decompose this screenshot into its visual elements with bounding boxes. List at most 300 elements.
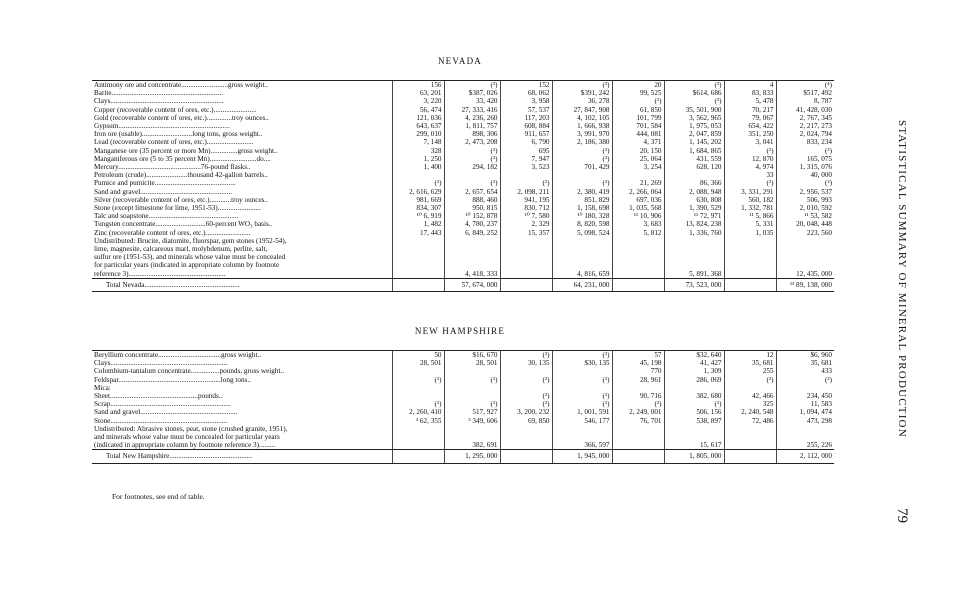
- cell-value: 117, 203: [500, 114, 552, 122]
- cell-value: 41, 428, 030: [776, 106, 834, 114]
- cell-value: (²): [500, 400, 552, 408]
- cell-value: (²): [776, 147, 834, 155]
- cell-value: 3, 562, 965: [664, 114, 724, 122]
- running-head: [896, 120, 916, 500]
- table-row: [92, 81, 834, 90]
- cell-value: 68, 062: [500, 89, 552, 97]
- cell-value: [444, 261, 500, 269]
- cell-value: 1, 811, 757: [444, 122, 500, 130]
- cell-value: 40, 000: [776, 171, 834, 179]
- undistributed-label: and minerals whose value must be concealed for particular years: [94, 433, 280, 442]
- cell-value: [724, 270, 776, 279]
- cell-value: $517, 492: [776, 89, 834, 97]
- cell-value: [612, 253, 664, 261]
- cell-value: [612, 441, 664, 450]
- table-row: [92, 171, 834, 179]
- cell-value: [444, 425, 500, 433]
- undistributed-row: [92, 237, 834, 245]
- cell-value: 3, 523: [500, 163, 552, 171]
- cell-value: 5, 331: [724, 220, 776, 228]
- cell-value: 2, 240, 548: [724, 408, 776, 416]
- cell-value: (²): [552, 147, 612, 155]
- cell-value: 517, 927: [444, 408, 500, 416]
- table-row: [92, 89, 834, 97]
- cell-value: [444, 392, 500, 400]
- cell-value: [664, 237, 724, 245]
- cell-value: (²): [444, 155, 500, 163]
- cell-value: [612, 433, 664, 441]
- cell-value: [500, 367, 552, 375]
- cell-value: [612, 384, 664, 392]
- cell-value: ¹¹ 5, 866: [724, 212, 776, 220]
- row-label: Pumice and pumicite.............................................: [94, 179, 236, 188]
- running-head-text: STATISTICAL SUMMARY OF MINERAL PRODUCTION: [896, 120, 908, 438]
- cell-value: 99, 525: [612, 89, 664, 97]
- cell-value: 165, 075: [776, 155, 834, 163]
- cell-value: [500, 441, 552, 450]
- cell-value: ¹⁰ 180, 328: [552, 212, 612, 220]
- cell-value: 45, 198: [612, 359, 664, 367]
- cell-value: [392, 245, 444, 253]
- cell-value: 76, 701: [612, 417, 664, 425]
- cell-value: [776, 253, 834, 261]
- row-label: Manganese ore (35 percent or more Mn)...............gross weight..: [94, 146, 278, 155]
- undistributed-label: Undistributed: Abrasive stones, peat, stone (crushed granite, 1951),: [94, 424, 288, 433]
- total-value: 73, 523, 000: [664, 278, 724, 291]
- table-row: [92, 147, 834, 155]
- total-value: ¹² 89, 138, 000: [776, 278, 834, 291]
- cell-value: 1, 309: [664, 367, 724, 375]
- cell-value: 4: [724, 81, 776, 90]
- new-hampshire-table: [92, 350, 834, 464]
- row-label: Petroleum (crude).......................thousand 42-gallon barrels..: [94, 171, 268, 180]
- cell-value: $32, 640: [664, 351, 724, 360]
- cell-value: 2, 380, 419: [552, 188, 612, 196]
- cell-value: ¹⁰ 6, 919: [392, 212, 444, 220]
- cell-value: [444, 384, 500, 392]
- cell-value: [664, 425, 724, 433]
- cell-value: 15, 357: [500, 229, 552, 237]
- total-value: 1, 945, 000: [552, 450, 612, 463]
- cell-value: 33: [724, 171, 776, 179]
- cell-value: 25, 064: [612, 155, 664, 163]
- total-value: [392, 450, 444, 463]
- cell-value: 2, 266, 064: [612, 188, 664, 196]
- cell-value: [724, 425, 776, 433]
- cell-value: 654, 422: [724, 122, 776, 130]
- cell-value: [500, 245, 552, 253]
- cell-value: 431, 559: [664, 155, 724, 163]
- total-label: Total New Hampshire..............................................: [92, 450, 392, 463]
- cell-value: 12, 870: [724, 155, 776, 163]
- cell-value: [776, 237, 834, 245]
- cell-value: 628, 120: [664, 163, 724, 171]
- cell-value: 21, 269: [612, 179, 664, 187]
- cell-value: [500, 433, 552, 441]
- row-label: Gold (recoverable content of ores, etc.)..............troy ounces..: [94, 113, 269, 122]
- cell-value: ¹¹ 10, 906: [612, 212, 664, 220]
- cell-value: [444, 367, 500, 375]
- cell-value: [612, 261, 664, 269]
- cell-value: 69, 850: [500, 417, 552, 425]
- undistributed-row: [92, 441, 834, 450]
- row-label: Sand and gravel...................................................: [94, 187, 232, 196]
- cell-value: 2, 217, 273: [776, 122, 834, 130]
- table-row: [92, 122, 834, 130]
- cell-value: (²): [444, 400, 500, 408]
- cell-value: [776, 433, 834, 441]
- cell-value: (²): [776, 179, 834, 187]
- cell-value: 1, 250: [392, 155, 444, 163]
- cell-value: (²): [552, 155, 612, 163]
- cell-value: (²): [552, 179, 612, 187]
- cell-value: (²): [552, 376, 612, 384]
- cell-value: [444, 245, 500, 253]
- row-label: Antimony ore and concentrate..........................gross weight..: [92, 81, 392, 90]
- cell-value: 1, 145, 202: [664, 138, 724, 146]
- cell-value: 2, 088, 948: [664, 188, 724, 196]
- cell-value: ³ 62, 355: [392, 417, 444, 425]
- cell-value: (²): [444, 179, 500, 187]
- cell-value: [500, 237, 552, 245]
- cell-value: 981, 669: [392, 196, 444, 204]
- cell-value: [552, 425, 612, 433]
- cell-value: 1, 684, 865: [664, 147, 724, 155]
- cell-value: 6, 790: [500, 138, 552, 146]
- cell-value: [724, 237, 776, 245]
- cell-value: [552, 253, 612, 261]
- cell-value: 560, 182: [724, 196, 776, 204]
- cell-value: [552, 367, 612, 375]
- cell-value: 608, 884: [500, 122, 552, 130]
- section-title-new-hampshire: NEW HAMPSHIRE: [414, 326, 506, 336]
- cell-value: (²): [444, 81, 500, 90]
- table-row: [92, 212, 834, 220]
- table-row: [92, 384, 834, 392]
- cell-value: 506, 156: [664, 408, 724, 416]
- table-row: [92, 188, 834, 196]
- cell-value: 28, 501: [392, 359, 444, 367]
- undistributed-label: for particular years (indicated in appropriate column by footnote: [94, 261, 280, 270]
- cell-value: [552, 237, 612, 245]
- cell-value: 1, 332, 781: [724, 204, 776, 212]
- cell-value: (²): [776, 376, 834, 384]
- cell-value: 121, 036: [392, 114, 444, 122]
- total-value: [500, 450, 552, 463]
- total-row: [92, 450, 834, 463]
- cell-value: 701, 584: [612, 122, 664, 130]
- cell-value: [612, 171, 664, 179]
- total-value: [724, 278, 776, 291]
- cell-value: [392, 270, 444, 279]
- table-row: [92, 417, 834, 425]
- cell-value: 851, 829: [552, 196, 612, 204]
- cell-value: 152: [500, 81, 552, 90]
- cell-value: 156: [392, 81, 444, 90]
- cell-value: 72, 486: [724, 417, 776, 425]
- cell-value: 2, 186, 380: [552, 138, 612, 146]
- cell-value: [392, 425, 444, 433]
- row-label: Iron ore (usable)............................long tons, gross weight..: [94, 130, 263, 139]
- cell-value: 695: [500, 147, 552, 155]
- cell-value: [444, 237, 500, 245]
- cell-value: 941, 195: [500, 196, 552, 204]
- total-value: [500, 278, 552, 291]
- cell-value: 27, 847, 908: [552, 106, 612, 114]
- cell-value: 4, 418, 333: [444, 270, 500, 279]
- cell-value: (²): [552, 400, 612, 408]
- cell-value: 3, 991, 970: [552, 130, 612, 138]
- cell-value: 3, 220: [392, 97, 444, 105]
- cell-value: 101, 799: [612, 114, 664, 122]
- cell-value: [664, 433, 724, 441]
- cell-value: (²): [444, 376, 500, 384]
- cell-value: ¹⁰ 7, 580: [500, 212, 552, 220]
- cell-value: (²): [612, 97, 664, 105]
- cell-value: 28, 501: [444, 359, 500, 367]
- cell-value: 223, 560: [776, 229, 834, 237]
- total-value: 1, 295, 000: [444, 450, 500, 463]
- table-row: [92, 229, 834, 237]
- cell-value: 911, 657: [500, 130, 552, 138]
- undistributed-row: [92, 261, 834, 269]
- cell-value: 1, 035: [724, 229, 776, 237]
- cell-value: [776, 261, 834, 269]
- cell-value: (²): [500, 351, 552, 360]
- total-value: 57, 674, 000: [444, 278, 500, 291]
- cell-value: 4, 974: [724, 163, 776, 171]
- cell-value: [664, 245, 724, 253]
- cell-value: [500, 171, 552, 179]
- cell-value: 538, 897: [664, 417, 724, 425]
- cell-value: 12: [724, 351, 776, 360]
- cell-value: 643, 637: [392, 122, 444, 130]
- cell-value: [500, 425, 552, 433]
- table-row: [92, 196, 834, 204]
- cell-value: 42, 466: [724, 392, 776, 400]
- cell-value: [552, 261, 612, 269]
- cell-value: 1, 158, 698: [552, 204, 612, 212]
- cell-value: 630, 808: [664, 196, 724, 204]
- cell-value: 3, 200, 232: [500, 408, 552, 416]
- undistributed-label: reference 3)......................................................: [92, 270, 392, 279]
- cell-value: (²): [500, 392, 552, 400]
- cell-value: 12, 435, 000: [776, 270, 834, 279]
- cell-value: 2, 329: [500, 220, 552, 228]
- cell-value: 546, 177: [552, 417, 612, 425]
- cell-value: 888, 460: [444, 196, 500, 204]
- cell-value: 7, 947: [500, 155, 552, 163]
- total-value: 1, 805, 000: [664, 450, 724, 463]
- cell-value: 2, 956, 537: [776, 188, 834, 196]
- table-row: [92, 179, 834, 187]
- row-label: Clays...............................................................: [94, 97, 224, 106]
- cell-value: 1, 482: [392, 220, 444, 228]
- cell-value: [500, 261, 552, 269]
- cell-value: 3, 041: [724, 138, 776, 146]
- cell-value: 2, 249, 001: [612, 408, 664, 416]
- row-label: Copper (recoverable content of ores, etc.)........................: [94, 105, 257, 114]
- cell-value: 351, 250: [724, 130, 776, 138]
- row-label: Scrap...................................................................: [94, 400, 231, 409]
- undistributed-label: (indicated in appropriate column by footnote reference 3).........: [92, 441, 392, 450]
- table-row: [92, 106, 834, 114]
- cell-value: 833, 234: [776, 138, 834, 146]
- cell-value: 506, 993: [776, 196, 834, 204]
- cell-value: 1, 975, 053: [664, 122, 724, 130]
- cell-value: 299, 010: [392, 130, 444, 138]
- row-label: Beryllium concentrate...................................gross weight..: [92, 351, 392, 360]
- cell-value: 770: [612, 367, 664, 375]
- cell-value: [724, 384, 776, 392]
- cell-value: 63, 201: [392, 89, 444, 97]
- cell-value: 898, 306: [444, 130, 500, 138]
- cell-value: ¹¹ 53, 582: [776, 212, 834, 220]
- cell-value: 4, 102, 105: [552, 114, 612, 122]
- cell-value: (²): [552, 81, 612, 90]
- cell-value: 382, 691: [444, 441, 500, 450]
- cell-value: (²): [724, 179, 776, 187]
- cell-value: (⁴): [776, 81, 834, 90]
- undistributed-row: [92, 433, 834, 441]
- cell-value: 2, 010, 592: [776, 204, 834, 212]
- cell-value: [444, 433, 500, 441]
- cell-value: 5, 478: [724, 97, 776, 105]
- cell-value: 830, 712: [500, 204, 552, 212]
- cell-value: 36, 278: [552, 97, 612, 105]
- cell-value: 473, 298: [776, 417, 834, 425]
- table-row: [92, 392, 834, 400]
- cell-value: 1, 094, 474: [776, 408, 834, 416]
- cell-value: 86, 366: [664, 179, 724, 187]
- cell-value: (²): [392, 400, 444, 408]
- row-label: Tungsten concentrate............................60-percent WO₃ basis..: [94, 220, 273, 229]
- cell-value: 328: [392, 147, 444, 155]
- nevada-table: [92, 80, 834, 292]
- cell-value: (²): [552, 392, 612, 400]
- cell-value: 2, 657, 654: [444, 188, 500, 196]
- cell-value: 4, 236, 260: [444, 114, 500, 122]
- row-label: Columbium-tantalum concentrate................pounds, gross weight..: [94, 367, 285, 376]
- cell-value: 5, 098, 524: [552, 229, 612, 237]
- cell-value: $30, 135: [552, 359, 612, 367]
- cell-value: 57, 537: [500, 106, 552, 114]
- table-row: [92, 138, 834, 146]
- cell-value: 15, 617: [664, 441, 724, 450]
- row-label: Mica:: [94, 383, 111, 392]
- undistributed-row: [92, 270, 834, 279]
- table-row: [92, 163, 834, 171]
- section-title-nevada: NEVADA: [437, 56, 483, 66]
- table-row: [92, 376, 834, 384]
- cell-value: [724, 433, 776, 441]
- cell-value: (²): [500, 376, 552, 384]
- cell-value: (²): [664, 81, 724, 90]
- cell-value: 20, 048, 448: [776, 220, 834, 228]
- undistributed-label: Undistributed: Brucite, diatomite, fluorspar, gem stones (1952-54),: [94, 236, 287, 245]
- table-row: [92, 367, 834, 375]
- cell-value: (²): [724, 376, 776, 384]
- total-value: [724, 450, 776, 463]
- table-row: [92, 408, 834, 416]
- cell-value: ¹⁰ 152, 878: [444, 212, 500, 220]
- row-label: Talc and soapstone..................................................: [94, 212, 239, 221]
- cell-value: $6, 960: [776, 351, 834, 360]
- cell-value: 33, 420: [444, 97, 500, 105]
- cell-value: [776, 384, 834, 392]
- cell-value: 20, 150: [612, 147, 664, 155]
- cell-value: 3, 958: [500, 97, 552, 105]
- cell-value: 2, 024, 794: [776, 130, 834, 138]
- cell-value: [724, 253, 776, 261]
- table-row: [92, 155, 834, 163]
- cell-value: 70, 217: [724, 106, 776, 114]
- cell-value: 1, 336, 760: [664, 229, 724, 237]
- cell-value: [612, 245, 664, 253]
- cell-value: [444, 171, 500, 179]
- cell-value: 90, 716: [612, 392, 664, 400]
- cell-value: 286, 069: [664, 376, 724, 384]
- cell-value: [724, 261, 776, 269]
- cell-value: 79, 067: [724, 114, 776, 122]
- cell-value: 7, 148: [392, 138, 444, 146]
- undistributed-row: [92, 425, 834, 433]
- row-label: Feldspar.........................................................long tons..: [94, 375, 251, 384]
- row-label: Silver (recoverable content of ores, etc.)............troy ounces..: [94, 195, 269, 204]
- cell-value: [552, 433, 612, 441]
- cell-value: 6, 849, 252: [444, 229, 500, 237]
- cell-value: (²): [552, 351, 612, 360]
- cell-value: 1, 315, 076: [776, 163, 834, 171]
- cell-value: 433: [776, 367, 834, 375]
- cell-value: 294, 182: [444, 163, 500, 171]
- total-value: 64, 231, 000: [552, 278, 612, 291]
- cell-value: 4, 780, 237: [444, 220, 500, 228]
- row-label: Stone.................................................................: [94, 416, 228, 425]
- cell-value: 255: [724, 367, 776, 375]
- cell-value: ³ 349, 606: [444, 417, 500, 425]
- row-label: Barite..............................................................: [94, 89, 223, 98]
- cell-value: 4, 816, 659: [552, 270, 612, 279]
- cell-value: (²): [444, 147, 500, 155]
- table-row: [92, 130, 834, 138]
- cell-value: [724, 441, 776, 450]
- cell-value: [500, 270, 552, 279]
- cell-value: [392, 253, 444, 261]
- cell-value: 35, 501, 900: [664, 106, 724, 114]
- table-row: [92, 400, 834, 408]
- cell-value: 35, 681: [776, 359, 834, 367]
- cell-value: 30, 135: [500, 359, 552, 367]
- cell-value: 8, 787: [776, 97, 834, 105]
- cell-value: 35, 681: [724, 359, 776, 367]
- cell-value: 20: [612, 81, 664, 90]
- row-label: Gypsum..............................................................: [94, 122, 230, 131]
- cell-value: [392, 392, 444, 400]
- cell-value: 8, 820, 598: [552, 220, 612, 228]
- row-label: Lead (recoverable content of ores, etc.)..........................: [94, 138, 254, 147]
- undistributed-row: [92, 253, 834, 261]
- cell-value: 701, 429: [552, 163, 612, 171]
- cell-value: 5, 891, 368: [664, 270, 724, 279]
- cell-value: 950, 815: [444, 204, 500, 212]
- cell-value: [664, 253, 724, 261]
- cell-value: [392, 433, 444, 441]
- cell-value: [552, 171, 612, 179]
- page-number: 79: [894, 508, 910, 523]
- cell-value: 83, 833: [724, 89, 776, 97]
- cell-value: 28, 961: [612, 376, 664, 384]
